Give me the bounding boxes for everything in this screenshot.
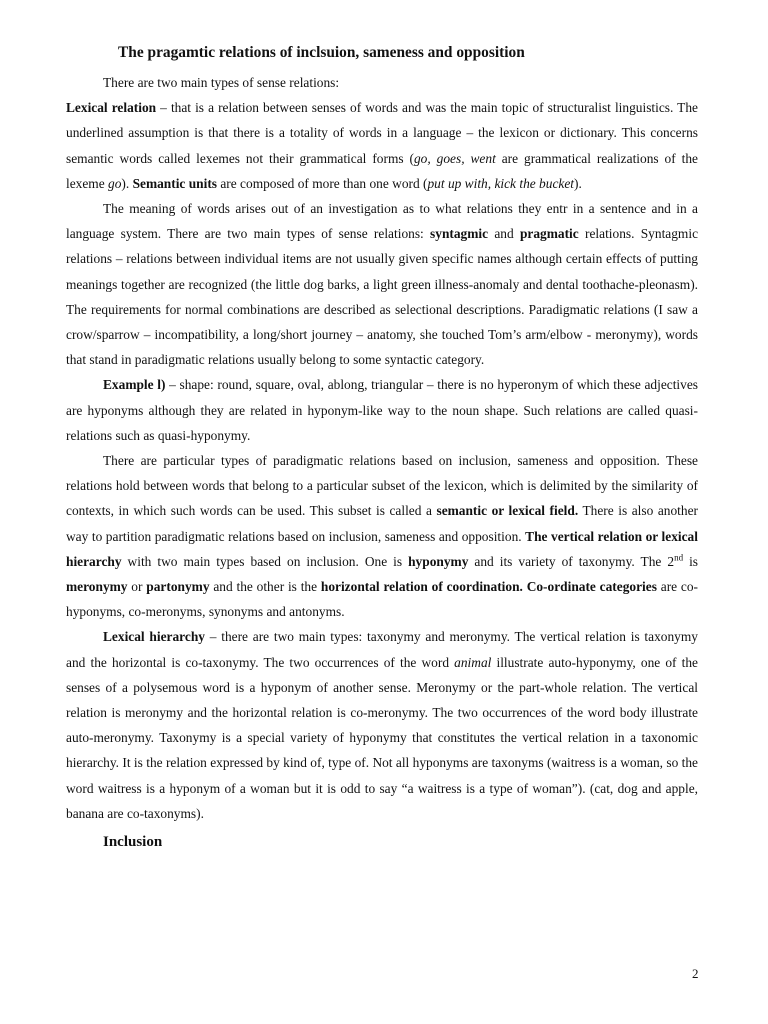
text-run: There is also another way to partition paradigmatic relations based on inclusion, sameness and opposition. [66,503,698,544]
text-run: and the other is the [209,579,321,595]
term-meronymy: meronymy [66,579,128,595]
term-syntagmic: syntagmic [430,226,489,242]
document-page [66,42,698,854]
term-partonymy: partonymy [146,579,210,595]
text-run: are grammatical realizations of the lexeme [66,150,699,191]
example-animal: animal [454,654,492,670]
example-lexeme: go [108,175,122,191]
example-forms: go, goes, went [413,150,496,166]
text-run: The meaning of words arises out of an investigation as to what relations they entr in a sentence and in a language system. There are two main types of sense relations: [66,201,698,242]
text-run: is [683,553,698,569]
section-heading-inclusion: Inclusion [103,834,163,851]
text-run: ). [574,175,582,191]
paragraph-example [66,372,698,448]
example-idioms: put up with, kick the bucket [427,175,574,191]
term-semantic-units: Semantic units [132,175,218,191]
text-run: ). [121,175,133,191]
superscript-nd: nd [674,552,684,563]
paragraph-meaning-of-words [66,196,698,372]
text-run: relations. Syntagmic relations – relations between individual items are not usually given specific names although certain effects of putting meanings together are recognized (the little dog barks, a light green illness-anomaly and dental toothache-pleonasm). The requirements for normal combinations are described as selectional descriptions. Paradigmatic relations (I saw a crow/sparrow – incompatibility, a long/short journey – anatomy, she touched Tom’s arm/elbow - meronymy), words that stand in paradigmatic relations usually belong to some syntactic category. [66,226,699,368]
text-run: and [488,226,520,242]
text-run: are co-hyponyms, co-meronyms, synonyms and antonyms. [66,579,698,620]
text-run: or [127,579,147,595]
term-example: Example l) [103,377,166,393]
paragraph-paradigmatic-relations [66,448,698,624]
paragraph-lexical-hierarchy [66,624,698,826]
text-run: – there are two main types: taxonymy and meronymy. The vertical relation is taxonymy and the horizontal is co-taxonymy. The two occurrences of the word [66,629,698,670]
text-run: – that is a relation between senses of words and was the main topic of structuralist linguistics. The underlined assumption is that there is a totality of words in a language – the lexicon or dictionary. This concerns semantic words called lexemes not their grammatical forms ( [66,100,698,166]
intro-paragraph: There are two main types of sense relations: [103,75,340,90]
text-run: and its variety of taxonymy. The 2 [468,553,675,569]
paragraph-lexical-relation [66,95,698,196]
term-lexical-hierarchy: Lexical hierarchy [103,629,205,645]
text-run: There are particular types of paradigmatic relations based on inclusion, sameness and opposition. These relations hold between words that belong to a particular subset of the lexicon, which is delimited by the similarity of contexts, in which such words can be used. This subset is called a [66,453,698,519]
text-run: – shape: round, square, oval, ablong, triangular – there is no hyperonym of which these adjectives are hyponyms although they are related in hyponym-like way to the noun shape. Such relations are called quasi-relations such as quasi-hyponymy. [66,377,698,443]
text-run: with two main types based on inclusion. One is [121,553,409,569]
term-hyponymy: hyponymy [408,553,469,569]
term-lexical-relation: Lexical relation [66,100,157,116]
text-run: are composed of more than one word ( [217,175,428,191]
term-coordinate-categories: Co-ordinate categories [526,579,657,595]
page-number: 2 [692,966,699,981]
term-semantic-field: semantic or lexical field. [436,503,579,519]
term-horizontal-relation: horizontal relation of coordination. [320,579,523,595]
term-vertical-relation: The vertical relation or lexical hierarchy [66,528,698,569]
page-title: The pragamtic relations of inclsuion, sameness and opposition [118,44,525,61]
text-run: illustrate auto-hyponymy, one of the senses of a polysemous word is a hyponym of another sense. Meronymy or the part-whole relation. The vertical relation is meronymy and the horizontal relation is co-meronymy. The two occurrences of the word body illustrate auto-meronymy. Taxonymy is a special variety of hyponymy that constitutes the vertical relation in a taxonomic hierarchy. It is the relation expressed by kind of, type of. Not all hyponyms are taxonyms (waitress is a woman, so the word waitress is a hyponym of a woman but it is odd to say “a waitress is a type of woman”). (cat, dog and apple, banana are co-taxonyms). [66,654,699,821]
term-pragmatic: pragmatic [519,226,579,242]
